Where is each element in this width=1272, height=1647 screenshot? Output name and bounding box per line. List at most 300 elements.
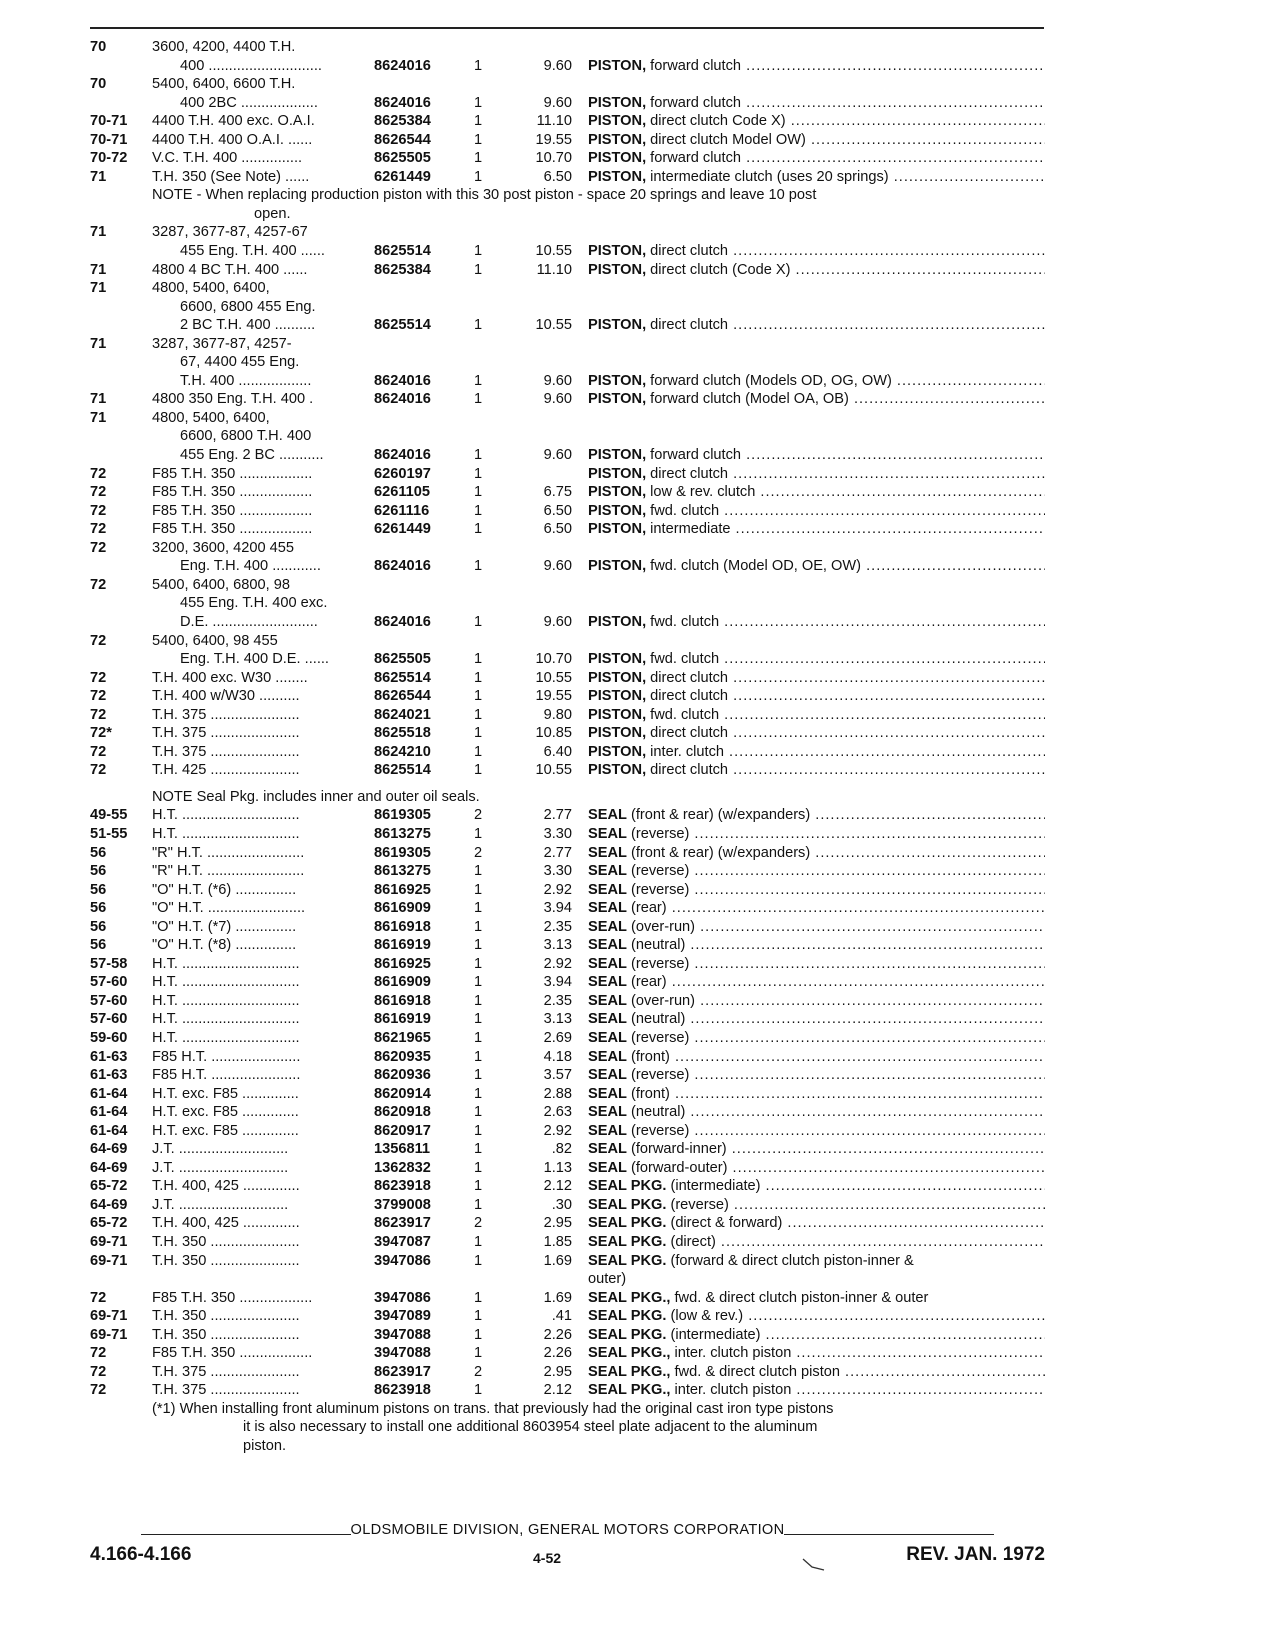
quantity-cell: 1 [474,1345,483,1362]
description-text: (reverse) [626,955,690,972]
year-cell: 57-58 [90,955,128,972]
application-cell: 3287, 3677-87, 4257-67 [152,224,308,241]
description-cell [572,1326,1045,1345]
corporation-line [90,1520,1045,1538]
year-cell: 69-71 [90,1252,128,1269]
quantity-cell: 1 [474,918,483,935]
quantity-cell: 1 [474,168,483,185]
table-row [90,1010,1045,1029]
description-keyword: SEAL [588,1141,627,1158]
description-text: forward clutch [646,57,742,74]
description-cell [572,520,1045,539]
application-cell: 4800 4 BC T.H. 400 ...... [152,261,308,278]
description-keyword: SEAL [588,1122,627,1139]
description-cell [572,112,1045,131]
description-cell [572,936,1045,955]
part-number-cell: 8626544 [374,131,431,148]
description-text: (reverse) [626,863,690,880]
quantity-cell: 1 [474,1141,483,1158]
price-cell: 3.94 [543,900,572,917]
part-number-cell: 8626544 [374,688,431,705]
quantity-cell: 1 [474,1178,483,1195]
price-cell: 19.55 [535,688,572,705]
table-row [90,650,1045,669]
year-cell: 61-64 [90,1122,128,1139]
application-cell: "O" H.T. (*8) ............... [152,937,297,954]
description-keyword: SEAL [588,1067,627,1084]
description-cell [572,1214,1045,1233]
part-number-cell: 6261105 [374,484,431,501]
description-cell [572,261,1045,280]
pen-mark-icon [802,1558,826,1572]
quantity-cell: 2 [474,1363,483,1380]
description-text: direct clutch Model OW) [646,131,806,148]
description-text: direct clutch [646,725,729,742]
part-number-cell: 8619305 [374,844,431,861]
description-text: direct clutch [646,669,729,686]
application-cell: H.T. exc. F85 .............. [152,1122,299,1139]
description-cell [572,687,1045,706]
application-cell: F85 T.H. 350 .................. [152,1345,313,1362]
application-cell: T.H. 350 ...................... [152,1252,300,1269]
year-cell: 70 [90,76,107,93]
application-cell: 455 Eng. T.H. 400 ...... [180,243,325,260]
application-cell: 5400, 6400, 6800, 98 [152,576,290,593]
table-row [90,112,1045,131]
part-number-cell: 8624016 [374,372,431,389]
description-keyword: PISTON, [588,521,647,538]
description-keyword: SEAL PKG. [588,1215,667,1232]
price-cell: 2.35 [543,918,572,935]
part-number-cell: 8625518 [374,725,431,742]
price-cell: 3.30 [543,825,572,842]
description-text: (intermediate) [666,1326,761,1343]
application-cell: J.T. ........................... [152,1159,289,1176]
description-cell [572,1066,1045,1085]
year-cell: 49-55 [90,807,128,824]
description-text: outer) [588,1271,627,1288]
part-number-cell: 8625505 [374,150,431,167]
part-number-cell: 8616925 [374,955,431,972]
description-text: (neutral) [626,1104,686,1121]
year-cell: 64-69 [90,1159,128,1176]
table-row [90,223,1045,242]
application-cell: 5400, 6400, 6600 T.H. [152,76,296,93]
description-cell [572,483,1045,502]
table-row [90,632,1045,651]
description-cell [572,844,1045,863]
price-cell: 2.26 [543,1326,572,1343]
description-keyword: PISTON, [588,484,647,501]
year-cell: 72 [90,762,107,779]
table-row [90,1214,1045,1233]
quantity-cell: 2 [474,1215,483,1232]
quantity-cell: 1 [474,521,483,538]
quantity-cell: 1 [474,992,483,1009]
part-number-cell: 8620914 [374,1085,431,1102]
table-row [90,899,1045,918]
table-row [90,918,1045,937]
application-cell: F85 T.H. 350 .................. [152,502,313,519]
year-cell: 70-72 [90,150,128,167]
table-row [90,1029,1045,1048]
description-text: fwd. clutch (Model OD, OE, OW) [646,558,862,575]
description-cell [572,724,1045,743]
quantity-cell: 1 [474,391,483,408]
description-cell [572,1085,1045,1104]
quantity-cell: 1 [474,1289,483,1306]
year-cell: 72 [90,484,107,501]
price-cell: 3.94 [543,974,572,991]
application-cell: T.H. 350 (See Note) ...... [152,168,310,185]
price-cell: 10.85 [535,725,572,742]
quantity-cell: 1 [474,1196,483,1213]
corporation-name: OLDSMOBILE DIVISION, GENERAL MOTORS CORPORATION [350,1522,785,1538]
description-keyword: PISTON, [588,372,647,389]
description-text: (intermediate) [666,1178,761,1195]
application-cell: "R" H.T. ........................ [152,863,305,880]
year-cell: 65-72 [90,1215,128,1232]
description-cell [572,992,1045,1011]
description-cell [572,446,1045,465]
quantity-cell: 1 [474,651,483,668]
application-cell: H.T. exc. F85 .............. [152,1104,299,1121]
year-cell: 56 [90,863,107,880]
description-keyword: SEAL [588,918,627,935]
table-row [90,862,1045,881]
part-number-cell: 8625514 [374,243,431,260]
part-number-cell: 8624210 [374,743,431,760]
part-number-cell: 8623917 [374,1215,431,1232]
table-row [90,372,1045,391]
part-number-cell: 8624016 [374,57,431,74]
note-replacing-piston: NOTE - When replacing production piston with this 30 post piston - space 20 springs and leave 10 post [152,187,817,204]
quantity-cell: 1 [474,1011,483,1028]
price-cell: 10.55 [535,669,572,686]
year-cell: 71 [90,280,107,297]
table-row [90,298,1045,317]
price-cell: 10.55 [535,317,572,334]
year-cell: 72 [90,706,107,723]
section-number: 4.166-4.166 [90,1544,192,1565]
table-row [90,1122,1045,1141]
description-text: (reverse) [626,1029,690,1046]
quantity-cell: 1 [474,94,483,111]
description-cell [572,650,1045,669]
year-cell: 72 [90,502,107,519]
price-cell: 2.77 [543,807,572,824]
application-cell: F85 T.H. 350 .................. [152,521,313,538]
description-keyword: PISTON, [588,317,647,334]
description-keyword: PISTON, [588,261,647,278]
part-number-cell: 8619305 [374,807,431,824]
description-text: direct clutch [646,243,729,260]
price-cell: 4.18 [543,1048,572,1065]
table-row [90,335,1045,354]
note-aluminum-pistons: (*1) When installing front aluminum pistons on trans. that previously had the original cast iron type pistons [152,1400,834,1417]
description-keyword: PISTON, [588,447,647,464]
description-text: direct clutch [646,688,729,705]
note-aluminum-pistons-cont: it is also necessary to install one additional 8603954 steel plate adjacent to the aluminum [243,1419,818,1436]
price-cell: 3.13 [543,1011,572,1028]
year-cell: 71 [90,335,107,352]
description-cell [572,918,1045,937]
description-cell [572,1363,1045,1382]
year-cell: 69-71 [90,1308,128,1325]
description-keyword: SEAL PKG., [588,1345,671,1362]
price-cell: 10.55 [535,243,572,260]
revision-date: REV. JAN. 1972 [906,1544,1045,1565]
table-row [90,806,1045,825]
part-number-cell: 6261449 [374,168,431,185]
quantity-cell: 1 [474,243,483,260]
part-number-cell: 8625505 [374,651,431,668]
table-row [90,427,1045,446]
application-cell: "O" H.T. (*6) ............... [152,881,297,898]
part-number-cell: 8624016 [374,613,431,630]
year-cell: 69-71 [90,1326,128,1343]
description-text: (neutral) [626,1011,686,1028]
price-cell: 9.60 [543,391,572,408]
description-text: (front) [626,1048,670,1065]
application-cell: T.H. 400 exc. W30 ........ [152,669,308,686]
application-cell: F85 T.H. 350 .................. [152,1289,313,1306]
application-cell: 4800 350 Eng. T.H. 400 . [152,391,314,408]
description-keyword: SEAL PKG., [588,1382,671,1399]
table-row [90,992,1045,1011]
application-cell: T.H. 425 ...................... [152,762,300,779]
price-cell: 1.85 [543,1234,572,1250]
quantity-cell: 1 [474,937,483,954]
price-cell: 1.13 [543,1159,572,1176]
description-keyword: SEAL [588,825,627,842]
price-cell: 2.69 [543,1029,572,1046]
description-text: (direct) [666,1234,716,1250]
price-cell: 2.95 [543,1215,572,1232]
year-cell: 72 [90,539,107,556]
table-row [90,1344,1045,1363]
table-row [90,465,1045,484]
description-keyword: PISTON, [588,613,647,630]
quantity-cell: 1 [474,1382,483,1399]
price-cell: 2.12 [543,1382,572,1399]
description-keyword: SEAL PKG. [588,1308,667,1325]
price-cell: 19.55 [535,131,572,148]
parts-table [90,38,1045,1456]
description-text: (direct & forward) [666,1215,783,1232]
year-cell: 57-60 [90,1011,128,1028]
part-number-cell: 8623918 [374,1382,431,1399]
part-number-cell: 8621965 [374,1029,431,1046]
description-text: (forward & direct clutch piston-inner & [666,1252,914,1269]
description-cell [572,1122,1045,1141]
description-cell [572,1381,1045,1400]
table-row [90,1252,1045,1271]
part-number-cell: 6261449 [374,521,431,538]
application-cell: "O" H.T. ........................ [152,900,306,917]
description-text: direct clutch [646,317,729,334]
application-cell: 5400, 6400, 98 455 [152,632,278,649]
description-keyword: SEAL PKG. [588,1252,667,1269]
description-text: (front & rear) (w/expanders) [626,844,811,861]
part-number-cell: 8625384 [374,113,431,130]
table-row [90,1159,1045,1178]
table-row [90,1289,1045,1308]
table-row [90,936,1045,955]
description-cell [572,316,1045,335]
part-number-cell: 8616918 [374,992,431,1009]
description-text: (rear) [626,900,667,917]
quantity-cell: 1 [474,613,483,630]
table-row [90,1270,1045,1289]
description-text: fwd. clutch [646,613,720,630]
description-cell [572,881,1045,900]
description-keyword: PISTON, [588,558,647,575]
description-text: forward clutch (Model OA, OB) [646,391,849,408]
description-keyword: PISTON, [588,168,647,185]
price-cell: 6.40 [543,743,572,760]
description-cell [572,1233,1045,1252]
description-cell [572,1307,1045,1326]
description-keyword: SEAL PKG. [588,1234,667,1250]
quantity-cell: 1 [474,372,483,389]
part-number-cell: 8624016 [374,94,431,111]
description-keyword: PISTON, [588,502,647,519]
table-row [90,38,1045,57]
part-number-cell: 8625384 [374,261,431,278]
price-cell: 9.60 [543,447,572,464]
part-number-cell: 8625514 [374,669,431,686]
part-number-cell: 3947087 [374,1234,431,1250]
description-text: direct clutch (Code X) [646,261,791,278]
part-number-cell: 3947088 [374,1345,431,1362]
table-row [90,149,1045,168]
part-number-cell: 1356811 [374,1141,431,1158]
year-cell: 72 [90,1382,107,1399]
rule-right [784,1534,994,1536]
description-text: (reverse) [626,1067,690,1084]
part-number-cell: 8624016 [374,558,431,575]
application-cell: "O" H.T. (*7) ............... [152,918,297,935]
part-number-cell: 8620918 [374,1104,431,1121]
year-cell: 70-71 [90,131,128,148]
note-replacing-piston-cont: open. [254,205,291,222]
description-text: fwd. clutch [646,651,720,668]
description-text: (over-run) [626,918,696,935]
description-keyword: SEAL [588,1029,627,1046]
price-cell: 1.69 [543,1289,572,1306]
description-cell [572,557,1045,576]
table-row [90,687,1045,706]
description-keyword: PISTON, [588,131,647,148]
price-cell: 11.10 [536,113,572,130]
quantity-cell: 1 [474,881,483,898]
description-cell [572,1177,1045,1196]
price-cell: .82 [551,1141,572,1158]
description-cell [572,761,1045,780]
description-keyword: SEAL [588,1011,627,1028]
quantity-cell: 1 [474,725,483,742]
application-cell: F85 T.H. 350 .................. [152,465,313,482]
top-rule [90,27,1044,29]
application-cell: T.H. 375 ...................... [152,706,300,723]
year-cell: 51-55 [90,825,128,842]
year-cell: 72 [90,521,107,538]
description-text: forward clutch [646,150,742,167]
description-cell [572,1159,1045,1178]
part-number-cell: 8620917 [374,1122,431,1139]
application-cell: H.T. ............................. [152,955,300,972]
part-number-cell: 8624021 [374,706,431,723]
application-cell: 6600, 6800 455 Eng. [180,298,316,315]
description-cell [572,1196,1045,1215]
price-cell: 9.60 [543,94,572,111]
price-cell: 3.30 [543,863,572,880]
description-keyword: SEAL [588,844,627,861]
application-cell: T.H. 400, 425 .............. [152,1178,300,1195]
description-text: fwd. & direct clutch piston-inner & outer [670,1289,929,1306]
table-row [90,520,1045,539]
piston-group-top [90,38,1045,186]
part-number-cell: 8616909 [374,974,431,991]
application-cell: H.T. ............................. [152,1011,300,1028]
application-cell: 400 ............................ [180,57,322,74]
description-keyword: SEAL [588,863,627,880]
description-text: (rear) [626,974,667,991]
description-cell [572,669,1045,688]
table-row [90,279,1045,298]
year-cell: 72 [90,1363,107,1380]
part-number-cell: 8616919 [374,1011,431,1028]
application-cell: T.H. 400 w/W30 .......... [152,688,300,705]
table-row [90,955,1045,974]
year-cell: 71 [90,409,107,426]
description-keyword: PISTON, [588,743,647,760]
application-cell: T.H. 400, 425 .............. [152,1215,300,1232]
section-gap [90,780,1045,788]
description-text: fwd. & direct clutch piston [670,1363,840,1380]
description-keyword: PISTON, [588,688,647,705]
part-number-cell: 8623917 [374,1363,431,1380]
part-number-cell: 8624016 [374,391,431,408]
table-row [90,131,1045,150]
application-cell: 2 BC T.H. 400 .......... [180,317,316,334]
quantity-cell: 1 [474,706,483,723]
price-cell: 2.92 [543,955,572,972]
price-cell: 9.80 [543,706,572,723]
footer-row [90,1542,1045,1576]
description-keyword: PISTON, [588,57,647,74]
application-cell: Eng. T.H. 400 ............ [180,558,321,575]
year-cell: 64-69 [90,1141,128,1158]
description-keyword: PISTON, [588,94,647,111]
application-cell: 455 Eng. 2 BC ........... [180,447,324,464]
year-cell: 72 [90,1289,107,1306]
year-cell: 61-64 [90,1085,128,1102]
application-cell: 400 2BC ................... [180,94,318,111]
table-row [90,557,1045,576]
description-cell [572,862,1045,881]
part-number-cell: 8625514 [374,762,431,779]
table-row [90,390,1045,409]
description-keyword: SEAL [588,1085,627,1102]
price-cell: 2.92 [543,1122,572,1139]
description-keyword: PISTON, [588,465,647,482]
year-cell: 72 [90,576,107,593]
year-cell: 72 [90,465,107,482]
price-cell: .41 [551,1308,572,1325]
description-keyword: SEAL PKG. [588,1178,667,1195]
